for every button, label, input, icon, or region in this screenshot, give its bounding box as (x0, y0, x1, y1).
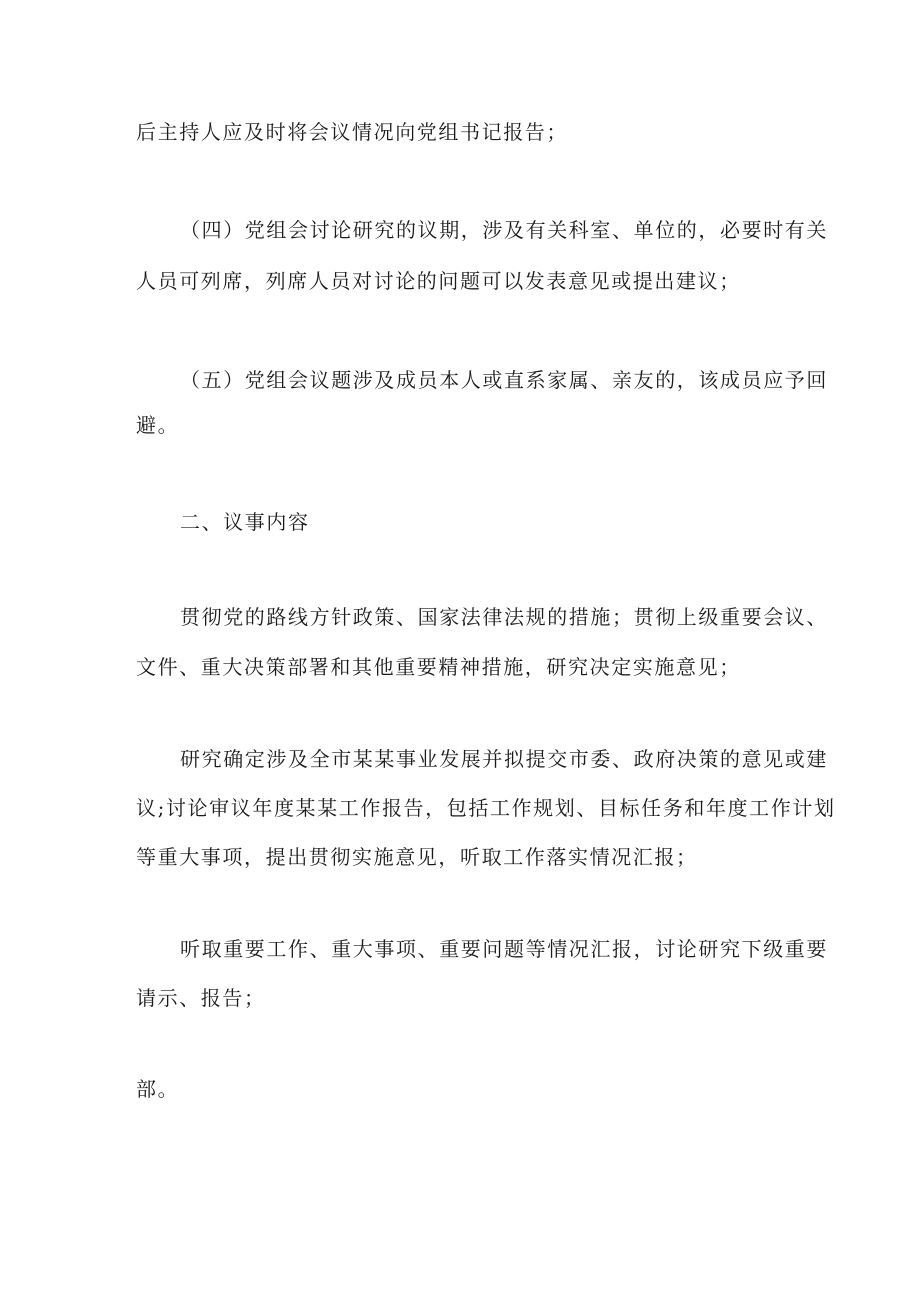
section-heading: 二、议事内容 (180, 510, 310, 534)
text-line: 等重大事项，提出贯彻实施意见，听取工作落实情况汇报； (136, 845, 698, 869)
text-line: （五）党组会议题涉及成员本人或直系家属、亲友的，该成员应予回 (180, 368, 828, 392)
text-line: 后主持人应及时将会议情况向党组书记报告； (136, 120, 568, 144)
text-line: 听取重要工作、重大事项、重要问题等情况汇报，讨论研究下级重要 (180, 937, 828, 961)
text-line: 研究确定涉及全市某某事业发展并拟提交市委、政府决策的意见或建 (180, 747, 828, 771)
text-line: 请示、报告； (136, 986, 266, 1010)
text-line: （四）党组会讨论研究的议期，涉及有关科室、单位的，必要时有关 (180, 218, 828, 242)
text-line: 议;讨论审议年度某某工作报告，包括工作规划、目标任务和年度工作计划 (136, 796, 836, 820)
text-line: 人员可列席，列席人员对讨论的问题可以发表意见或提出建议； (136, 269, 741, 293)
text-line: 文件、重大决策部署和其他重要精神措施，研究决定实施意见； (136, 655, 741, 679)
text-line: 避。 (136, 413, 180, 437)
text-line: 贯彻党的路线方针政策、国家法律法规的措施；贯彻上级重要会议、 (180, 605, 828, 629)
text-line: 部。 (136, 1077, 180, 1101)
